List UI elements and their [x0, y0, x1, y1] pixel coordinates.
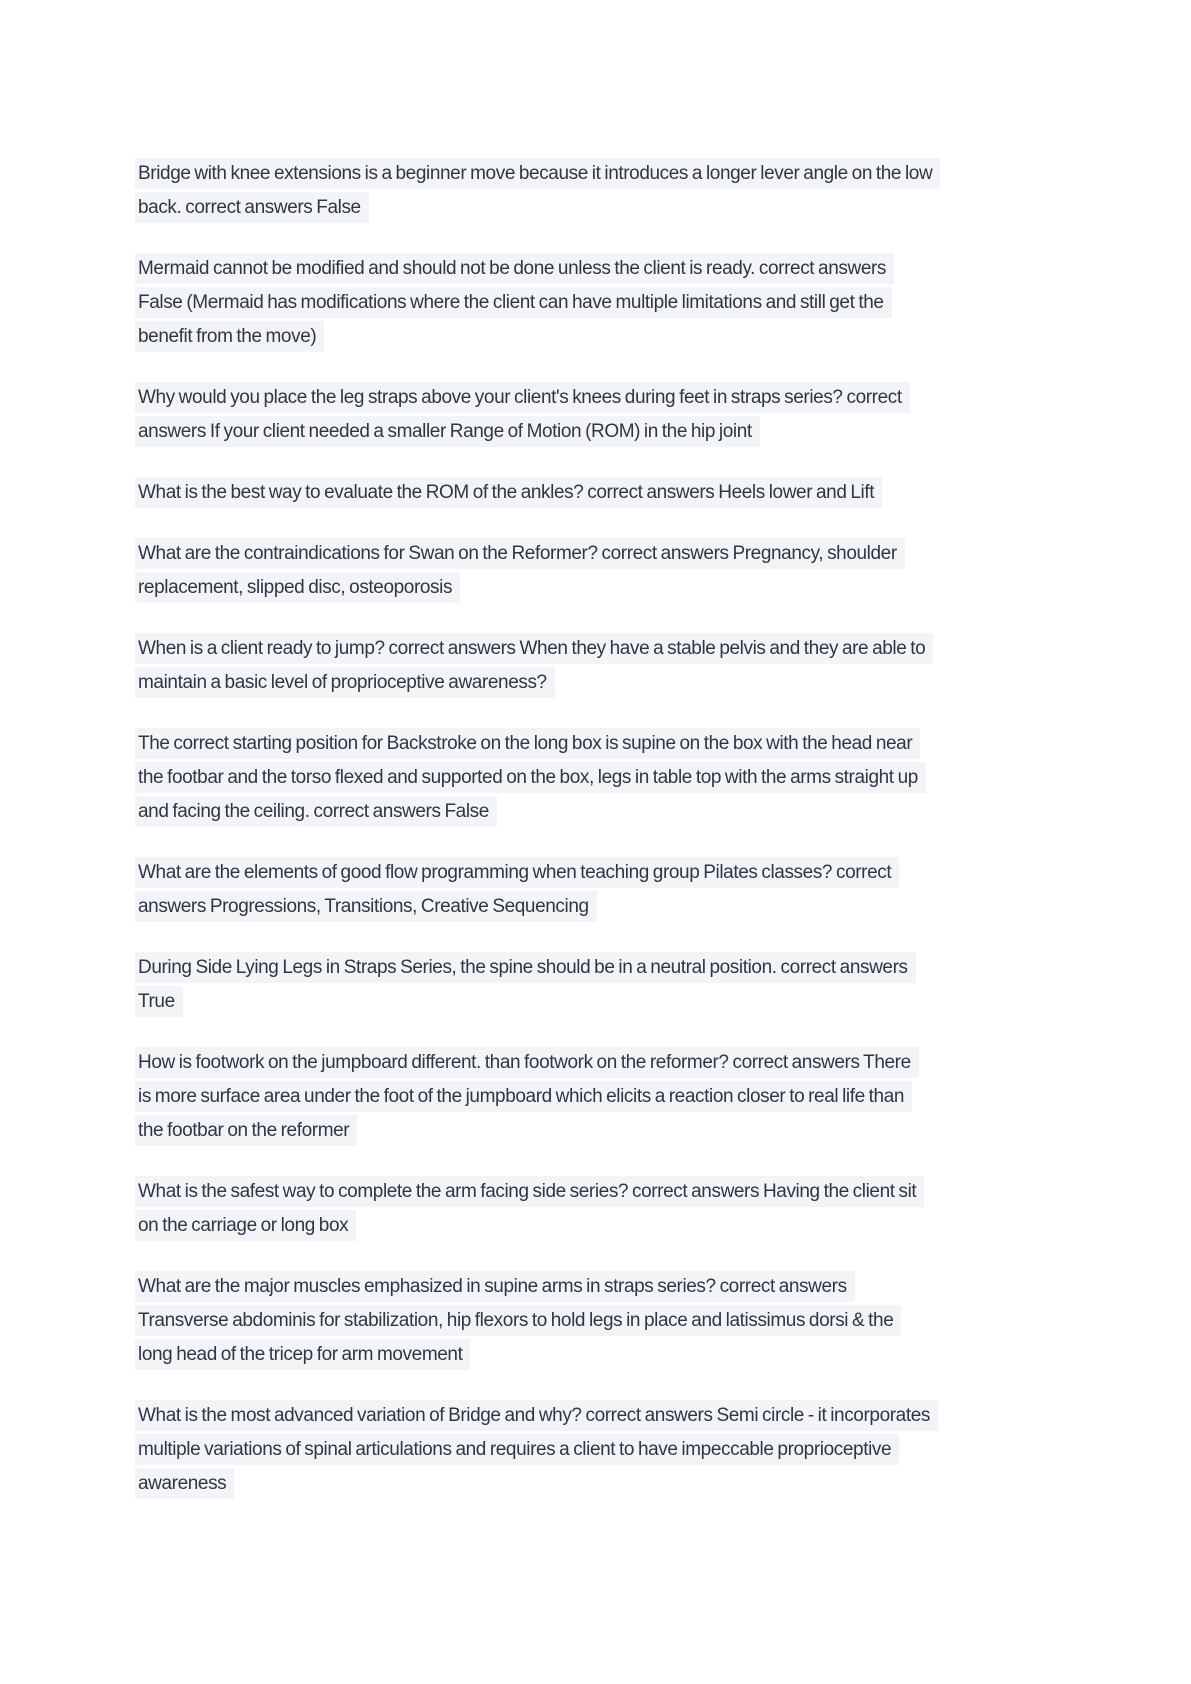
highlighted-text: long head of the tricep for arm movement: [135, 1339, 470, 1370]
paragraph: [135, 157, 1115, 225]
highlighted-text: Mermaid cannot be modified and should not be done unless the client is ready. correct answers: [135, 253, 894, 284]
text-line: [135, 1270, 1115, 1304]
highlighted-text: the footbar and the torso flexed and supported on the box, legs in table top with the arms straight up: [135, 762, 926, 793]
highlighted-text: What are the elements of good flow programming when teaching group Pilates classes? correct: [135, 857, 899, 888]
text-line: [135, 476, 1115, 510]
highlighted-text: replacement, slipped disc, osteoporosis: [135, 572, 460, 603]
highlighted-text: Transverse abdominis for stabilization, hip flexors to hold legs in place and latissimus dorsi & the: [135, 1305, 901, 1336]
text-line: [135, 1433, 1115, 1467]
paragraph: [135, 1270, 1115, 1372]
highlighted-text: multiple variations of spinal articulations and requires a client to have impeccable proprioceptive: [135, 1434, 899, 1465]
highlighted-text: awareness: [135, 1468, 234, 1499]
highlighted-text: How is footwork on the jumpboard different. than footwork on the reformer? correct answers There: [135, 1047, 919, 1078]
text-line: [135, 890, 1115, 924]
text-line: [135, 1046, 1115, 1080]
text-line: [135, 1080, 1115, 1114]
highlighted-text: What are the major muscles emphasized in supine arms in straps series? correct answers: [135, 1271, 855, 1302]
paragraph: [135, 951, 1115, 1019]
highlighted-text: answers Progressions, Transitions, Creative Sequencing: [135, 891, 597, 922]
paragraph: [135, 856, 1115, 924]
highlighted-text: What is the safest way to complete the arm facing side series? correct answers Having the client sit: [135, 1176, 924, 1207]
text-line: [135, 632, 1115, 666]
text-line: [135, 951, 1115, 985]
highlighted-text: Bridge with knee extensions is a beginner move because it introduces a longer lever angle on the low: [135, 158, 940, 189]
paragraph: [135, 1046, 1115, 1148]
paragraph: [135, 632, 1115, 700]
paragraph: [135, 1175, 1115, 1243]
text-line: [135, 1114, 1115, 1148]
text-line: [135, 252, 1115, 286]
highlighted-text: True: [135, 986, 183, 1017]
paragraph: [135, 252, 1115, 354]
text-line: [135, 415, 1115, 449]
text-line: [135, 1304, 1115, 1338]
text-line: [135, 571, 1115, 605]
text-line: [135, 985, 1115, 1019]
document-content: [135, 157, 1115, 1528]
text-line: [135, 1175, 1115, 1209]
paragraph: [135, 727, 1115, 829]
highlighted-text: benefit from the move): [135, 321, 324, 352]
text-line: [135, 856, 1115, 890]
text-line: [135, 795, 1115, 829]
highlighted-text: What are the contraindications for Swan on the Reformer? correct answers Pregnancy, shoulder: [135, 538, 905, 569]
text-line: [135, 381, 1115, 415]
highlighted-text: During Side Lying Legs in Straps Series, the spine should be in a neutral position. correct answers: [135, 952, 916, 983]
text-line: [135, 761, 1115, 795]
paragraph: [135, 381, 1115, 449]
text-line: [135, 1399, 1115, 1433]
highlighted-text: The correct starting position for Backstroke on the long box is supine on the box with the head near: [135, 728, 920, 759]
text-line: [135, 286, 1115, 320]
highlighted-text: answers If your client needed a smaller Range of Motion (ROM) in the hip joint: [135, 416, 760, 447]
text-line: [135, 1467, 1115, 1501]
highlighted-text: and facing the ceiling. correct answers False: [135, 796, 497, 827]
highlighted-text: Why would you place the leg straps above your client's knees during feet in straps series? correct: [135, 382, 910, 413]
text-line: [135, 157, 1115, 191]
paragraph: [135, 537, 1115, 605]
highlighted-text: the footbar on the reformer: [135, 1115, 357, 1146]
text-line: [135, 727, 1115, 761]
highlighted-text: When is a client ready to jump? correct answers When they have a stable pelvis and they are able to: [135, 633, 933, 664]
text-line: [135, 1209, 1115, 1243]
highlighted-text: What is the best way to evaluate the ROM of the ankles? correct answers Heels lower and Lift: [135, 477, 882, 508]
highlighted-text: back. correct answers False: [135, 192, 369, 223]
paragraph: [135, 476, 1115, 510]
text-line: [135, 320, 1115, 354]
highlighted-text: False (Mermaid has modifications where the client can have multiple limitations and still get the: [135, 287, 892, 318]
highlighted-text: is more surface area under the foot of the jumpboard which elicits a reaction closer to real life than: [135, 1081, 912, 1112]
highlighted-text: on the carriage or long box: [135, 1210, 356, 1241]
paragraph: [135, 1399, 1115, 1501]
text-line: [135, 666, 1115, 700]
text-line: [135, 1338, 1115, 1372]
highlighted-text: maintain a basic level of proprioceptive awareness?: [135, 667, 555, 698]
text-line: [135, 537, 1115, 571]
text-line: [135, 191, 1115, 225]
highlighted-text: What is the most advanced variation of Bridge and why? correct answers Semi circle - it incorporates: [135, 1400, 938, 1431]
